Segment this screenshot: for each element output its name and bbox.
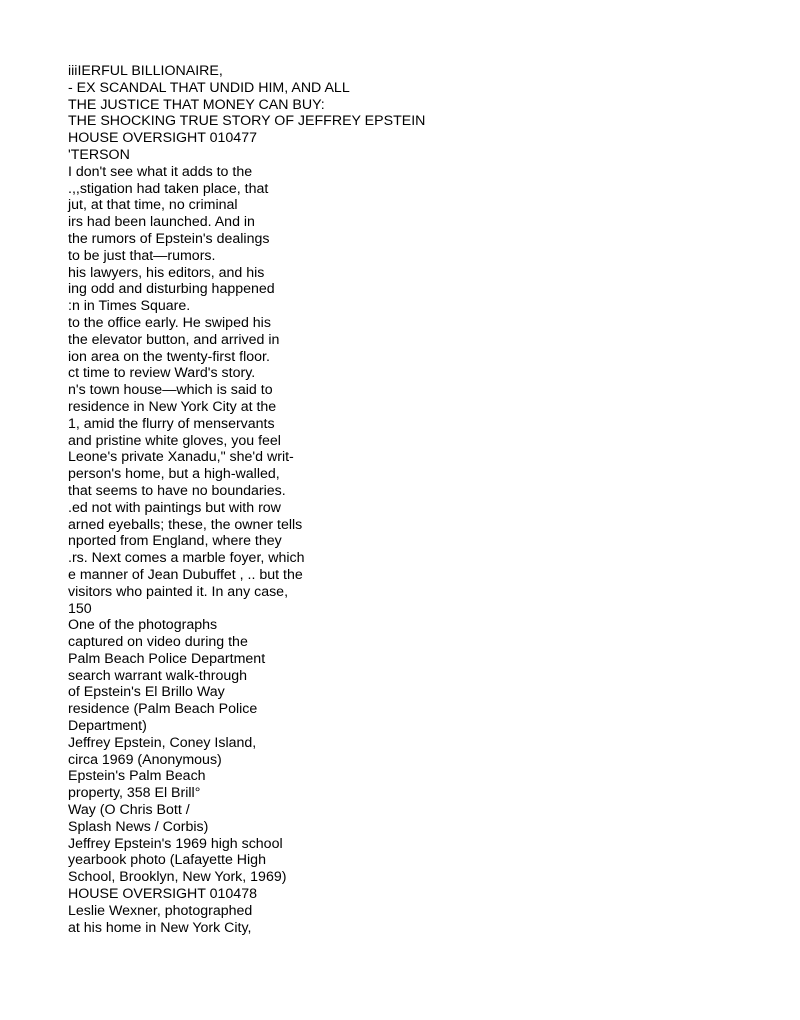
text-line: 1, amid the flurry of menservants [68, 415, 275, 432]
photo-caption-line: School, Brooklyn, New York, 1969) [68, 869, 287, 886]
text-line: HOUSE OVERSIGHT 010477 [68, 130, 257, 147]
photo-caption-line: circa 1969 (Anonymous) [68, 751, 222, 768]
photo-caption-line: at his home in New York City, [68, 919, 252, 936]
photo-caption-line: of Epstein's El Brillo Way [68, 684, 225, 701]
text-line: residence in New York City at the [68, 398, 277, 415]
text-line: :n in Times Square. [68, 298, 191, 315]
photo-caption-line: search warrant walk-through [68, 667, 247, 684]
photo-caption-line: Splash News / Corbis) [68, 818, 209, 835]
text-line: - EX SCANDAL THAT UNDID HIM, AND ALL [68, 79, 350, 96]
text-line: iiiIERFUL BILLIONAIRE, [68, 63, 223, 79]
text-line: THE JUSTICE THAT MONEY CAN BUY: [68, 96, 325, 113]
text-line: jut, at that time, no criminal [68, 197, 238, 214]
text-line: n's town house—which is said to [68, 382, 273, 399]
photo-caption-line: Leslie Wexner, photographed [68, 902, 253, 919]
photo-caption-line: Department) [68, 718, 147, 735]
text-line: THE SHOCKING TRUE STORY OF JEFFREY EPSTEIN [68, 113, 426, 130]
page-number: 150 [68, 600, 92, 617]
text-line: nported from England, where they [68, 533, 282, 550]
photo-caption-line: Epstein's Palm Beach [68, 768, 206, 785]
text-line: that seems to have no boundaries. [68, 482, 286, 499]
text-line: 'TERSON [68, 146, 130, 163]
text-line: to be just that—rumors. [68, 247, 216, 264]
text-line: to the office early. He swiped his [68, 314, 271, 331]
text-line: e manner of Jean Dubuffet , .. but the [68, 566, 303, 583]
text-line: visitors who painted it. In any case, [68, 583, 289, 600]
photo-caption-line: captured on video during the [68, 634, 248, 651]
text-line: the rumors of Epstein's dealings [68, 230, 270, 247]
text-line: .ed not with paintings but with row [68, 499, 281, 516]
text-line: .rs. Next comes a marble foyer, which [68, 550, 305, 567]
text-line: and pristine white gloves, you feel [68, 432, 281, 449]
text-line: the elevator button, and arrived in [68, 331, 280, 348]
photo-caption-line: Jeffrey Epstein's 1969 high school [68, 835, 283, 852]
photo-caption-line: yearbook photo (Lafayette High [68, 852, 266, 869]
text-line: Leone's private Xanadu," she'd writ- [68, 449, 294, 466]
text-line: person's home, but a high-walled, [68, 466, 280, 483]
bates-stamp: HOUSE OVERSIGHT 010478 [68, 886, 257, 903]
photo-caption-line: residence (Palm Beach Police [68, 701, 258, 718]
photo-caption-line: One of the photographs [68, 617, 218, 634]
photo-caption-line: property, 358 El Brill° [68, 785, 201, 802]
text-line: ion area on the twenty-first floor. [68, 348, 270, 365]
document-text [68, 63, 768, 936]
text-line: ing odd and disturbing happened [68, 281, 275, 298]
photo-caption-line: Jeffrey Epstein, Coney Island, [68, 734, 257, 751]
text-line: .,,stigation had taken place, that [68, 180, 269, 197]
photo-caption-line: Palm Beach Police Department [68, 650, 266, 667]
text-line: his lawyers, his editors, and his [68, 264, 265, 281]
text-line: irs had been launched. And in [68, 214, 255, 231]
text-line: I don't see what it adds to the [68, 163, 253, 180]
text-line: ct time to review Ward's story. [68, 365, 256, 382]
text-line: arned eyeballs; these, the owner tells [68, 516, 303, 533]
photo-caption-line: Way (O Chris Bott / [68, 802, 190, 819]
